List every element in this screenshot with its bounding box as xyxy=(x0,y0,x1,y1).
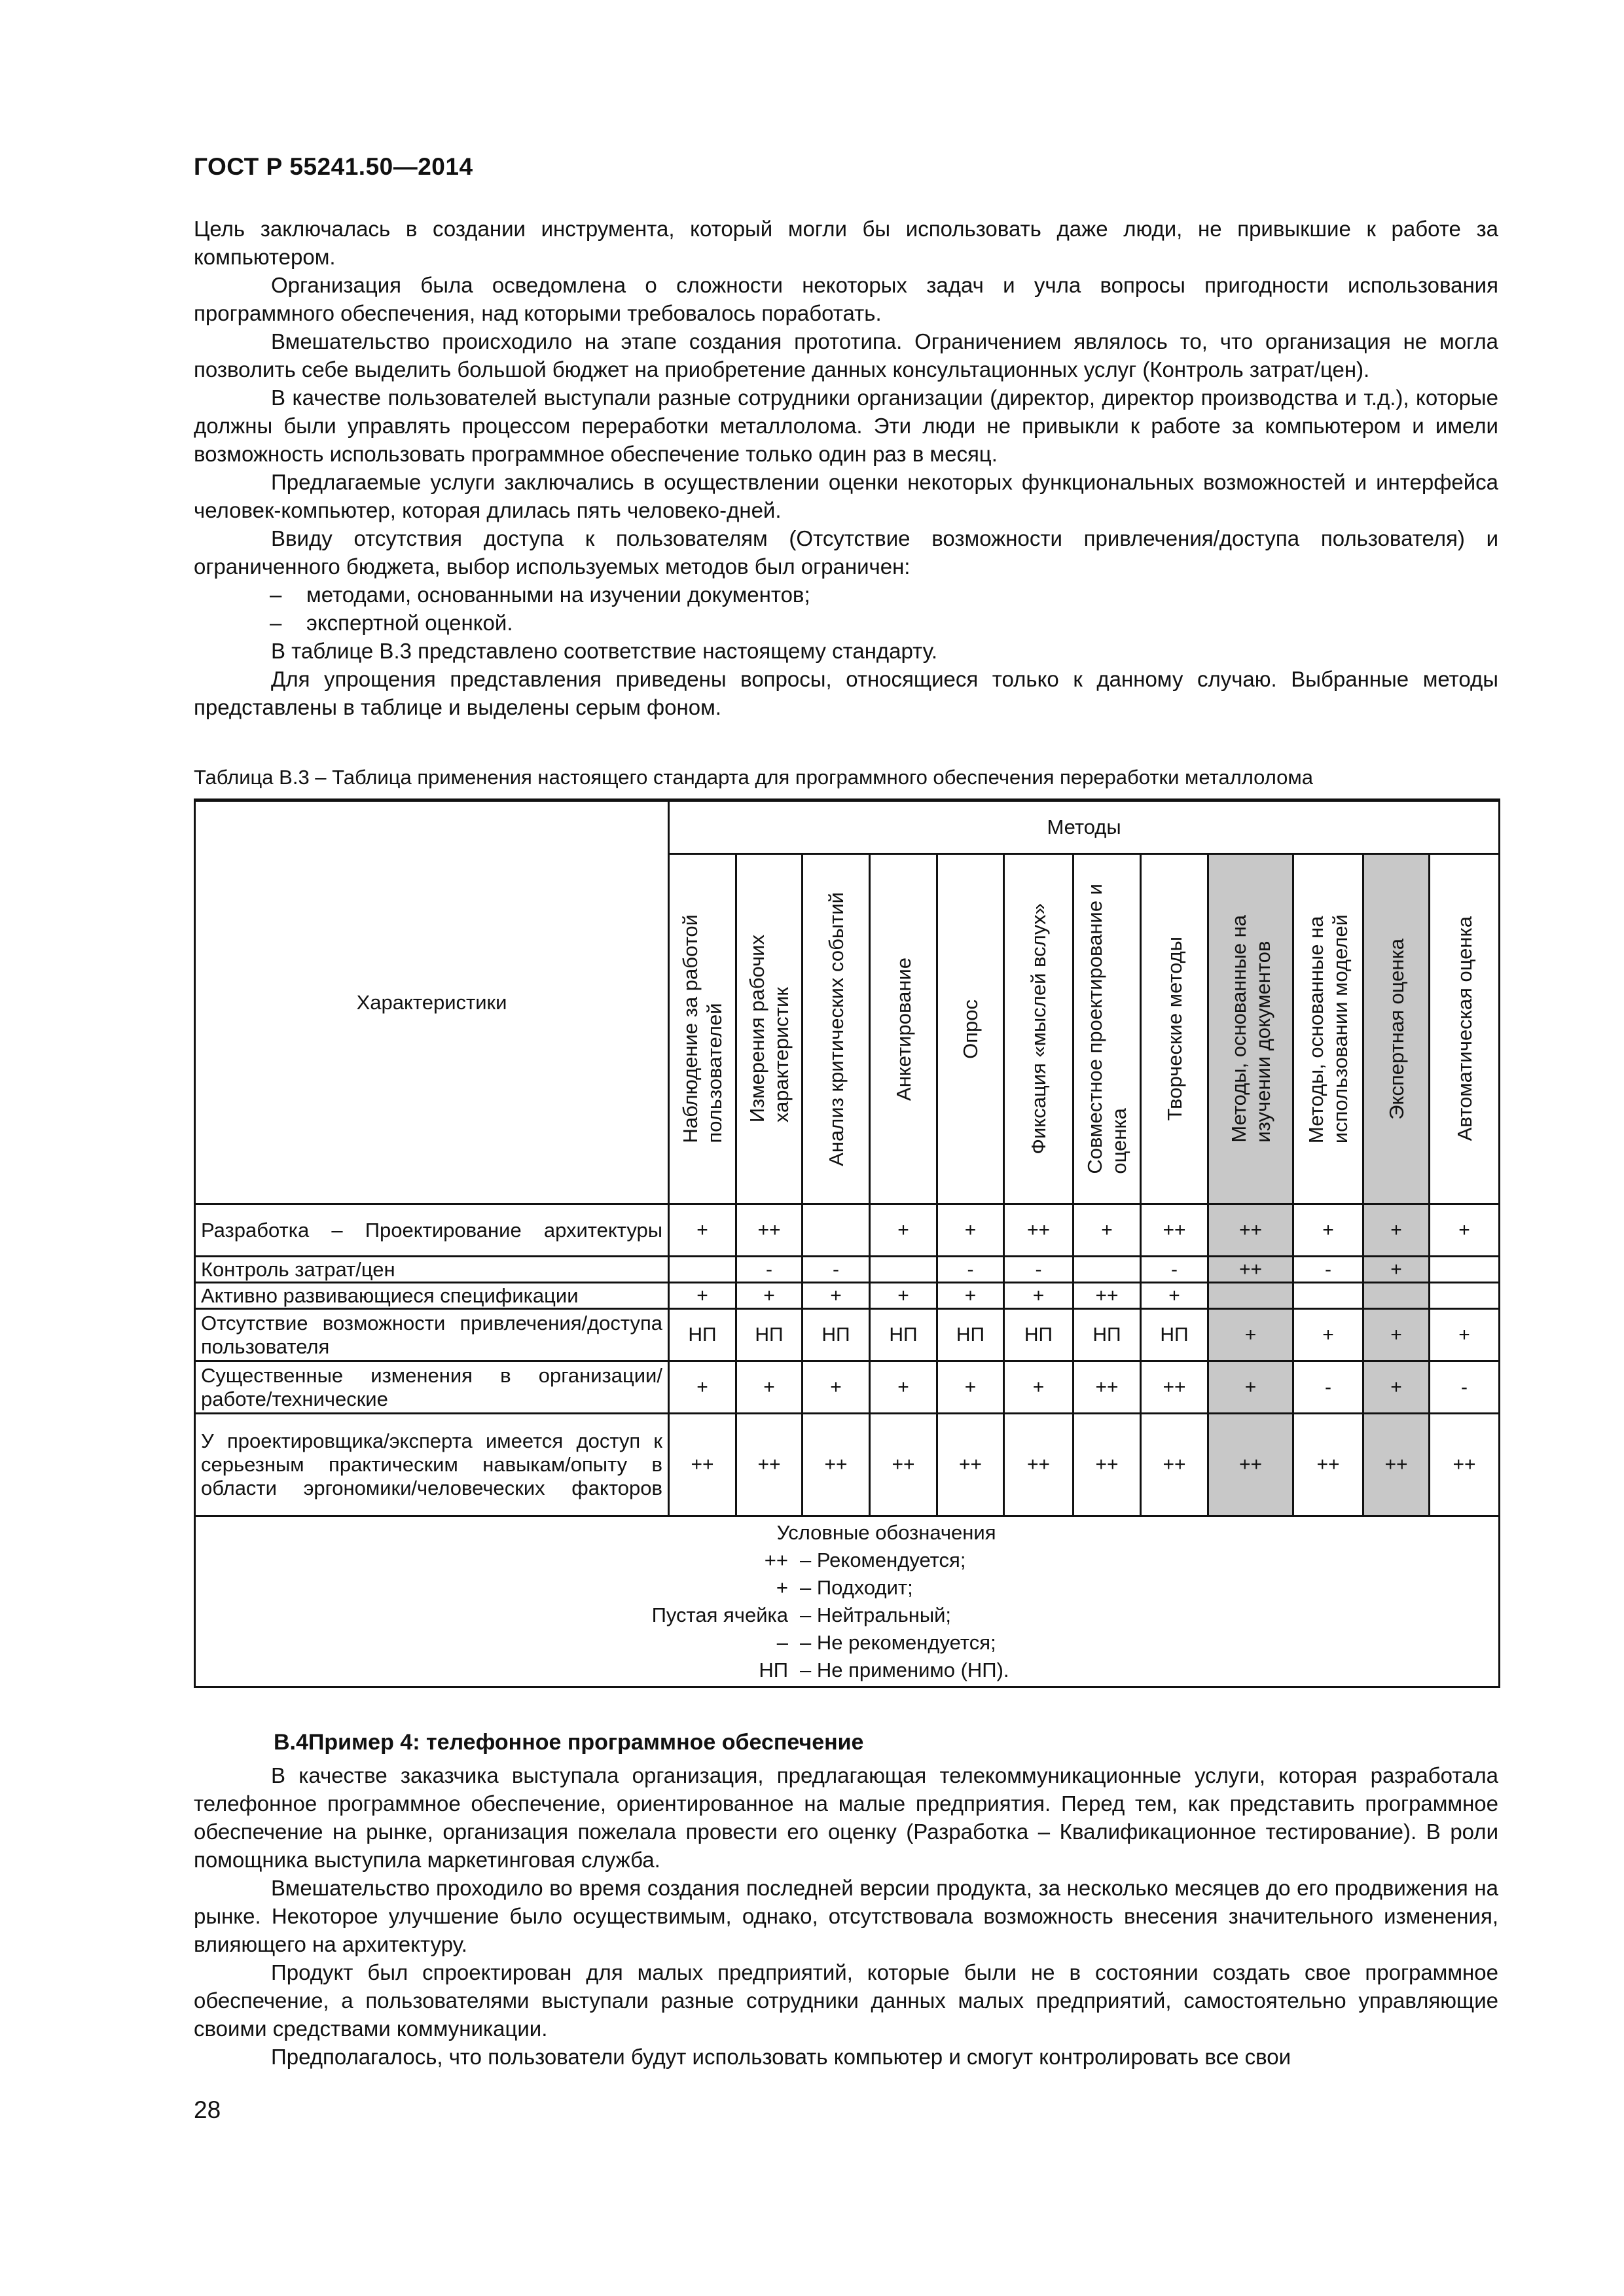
table-cell xyxy=(1293,1283,1363,1309)
legend-symbol: НП xyxy=(759,1659,788,1681)
table-cell: - xyxy=(1430,1361,1500,1414)
method-name: Анализ критических событий xyxy=(824,891,848,1166)
table-cell: + xyxy=(1363,1361,1430,1414)
document-header: ГОСТ Р 55241.50—2014 xyxy=(194,153,473,180)
row-label: Существенные изменения в организации/работе/технические xyxy=(195,1361,669,1414)
method-header-cell xyxy=(1141,854,1208,1204)
method-name: Автоматическая оценка xyxy=(1453,916,1476,1141)
legend-entry xyxy=(196,1629,1498,1657)
legend-meaning: – Нейтральный; xyxy=(800,1604,952,1626)
row-label: Активно развивающиеся спецификации xyxy=(195,1283,669,1309)
table-cell xyxy=(1430,1257,1500,1283)
table-row xyxy=(195,1361,1500,1414)
section-text xyxy=(194,1761,1498,2071)
table-cell: - xyxy=(736,1257,803,1283)
table-cell: + xyxy=(1363,1204,1430,1257)
legend-entry xyxy=(196,1602,1498,1629)
paragraph: Цель заключалась в создании инструмента, который могли бы использовать даже люди, не привыкшие к работе за компьютером. xyxy=(194,217,1498,269)
table-cell: ++ xyxy=(736,1204,803,1257)
table-row xyxy=(195,1257,1500,1283)
table-row xyxy=(195,1414,1500,1516)
paragraph: В качестве заказчика выступала организация, предлагающая телекоммуникационные услуги, которая разработала телефонное программное обеспечение, ориентированное на малые предприятия. Перед тем, как представить программное обеспечение на рынке, организация пожелала провести его оценку (Разработка – Квалификационное тестирование). В роли помощника выступила маркетинговая служба. xyxy=(194,1763,1498,1872)
table-cell: ++ xyxy=(1293,1414,1363,1516)
legend-symbol: + xyxy=(776,1576,788,1599)
table-cell: + xyxy=(736,1361,803,1414)
table-cell: ++ xyxy=(1074,1283,1141,1309)
table-cell: + xyxy=(1004,1283,1074,1309)
table-cell: НП xyxy=(1004,1309,1074,1361)
legend xyxy=(195,1516,1500,1687)
table-row xyxy=(195,1204,1500,1257)
legend-title: Условные обозначения xyxy=(776,1521,996,1544)
table-cell: + xyxy=(937,1361,1004,1414)
table-cell: + xyxy=(669,1283,736,1309)
legend-meaning: – Рекомендуется; xyxy=(800,1549,966,1571)
paragraph: Вмешательство происходило на этапе создания прототипа. Ограничением являлось то, что организация не могла позволить себе выделить большой бюджет на приобретение данных консультационных услуг (Контроль затрат/цен). xyxy=(194,329,1498,382)
table-cell: + xyxy=(1074,1204,1141,1257)
table-cell: + xyxy=(1141,1283,1208,1309)
table-cell: + xyxy=(1208,1361,1293,1414)
method-header-cell xyxy=(1363,854,1430,1204)
table-cell: ++ xyxy=(1208,1414,1293,1516)
table-cell: + xyxy=(669,1204,736,1257)
legend-entry xyxy=(196,1547,1498,1574)
method-name: Методы, основанные на изучении документов xyxy=(1227,915,1274,1143)
legend-entry xyxy=(196,1574,1498,1602)
table-cell xyxy=(870,1257,937,1283)
table-cell xyxy=(1208,1283,1293,1309)
legend-symbol: ++ xyxy=(764,1549,788,1571)
table-cell: ++ xyxy=(870,1414,937,1516)
paragraph: В качестве пользователей выступали разные сотрудники организации (директор, директор производства и т.д.), которые должны были управлять процессом переработки металлолома. Эти люди не привыкли к работе за компьютером и имели возможность использовать программное обеспечение только один раз в месяц. xyxy=(194,386,1498,466)
page-number: 28 xyxy=(194,2096,221,2123)
table-cell: ++ xyxy=(1141,1204,1208,1257)
table-cell: + xyxy=(1293,1309,1363,1361)
method-header-cell xyxy=(803,854,870,1204)
method-name: Совместное проектирование и оценка xyxy=(1083,884,1130,1174)
table-cell: + xyxy=(1293,1204,1363,1257)
table-cell: - xyxy=(1293,1361,1363,1414)
table-cell: ++ xyxy=(736,1414,803,1516)
paragraph: Для упрощения представления приведены вопросы, относящиеся только к данному случаю. Выбранные методы представлены в таблице и выделены серым фоном. xyxy=(194,667,1498,719)
table-cell: ++ xyxy=(1074,1414,1141,1516)
methods-table xyxy=(194,798,1500,1688)
section-title: В.4Пример 4: телефонное программное обеспечение xyxy=(274,1730,864,1755)
table-row xyxy=(195,1283,1500,1309)
legend-symbol: – xyxy=(776,1631,788,1654)
table-cell: + xyxy=(669,1361,736,1414)
table-cell: ++ xyxy=(1208,1257,1293,1283)
table-cell: + xyxy=(937,1283,1004,1309)
table-cell: ++ xyxy=(1430,1414,1500,1516)
table-cell: + xyxy=(870,1204,937,1257)
method-name: Творческие методы xyxy=(1163,937,1186,1121)
table-cell xyxy=(803,1204,870,1257)
table-cell: + xyxy=(1430,1204,1500,1257)
table-cell: ++ xyxy=(1004,1204,1074,1257)
method-header-cell xyxy=(1004,854,1074,1204)
table-cell: - xyxy=(1004,1257,1074,1283)
method-header-cell xyxy=(736,854,803,1204)
methods-header: Методы xyxy=(669,800,1500,854)
table-cell: ++ xyxy=(1141,1414,1208,1516)
method-header-cell xyxy=(669,854,736,1204)
table-cell: НП xyxy=(870,1309,937,1361)
legend-entry xyxy=(196,1657,1498,1684)
method-name: Анкетирование xyxy=(892,957,915,1101)
list-item: – экспертной оценкой. xyxy=(270,611,513,635)
characteristics-header: Характеристики xyxy=(195,800,669,1204)
intro-text xyxy=(194,215,1498,721)
method-header-cell xyxy=(937,854,1004,1204)
table-cell: - xyxy=(803,1257,870,1283)
method-header-cell xyxy=(1208,854,1293,1204)
method-header-cell xyxy=(1293,854,1363,1204)
paragraph: В таблице В.3 представлено соответствие настоящему стандарту. xyxy=(271,639,938,663)
table-cell: + xyxy=(1430,1309,1500,1361)
method-name: Экспертная оценка xyxy=(1384,938,1408,1120)
paragraph: Ввиду отсутствия доступа к пользователям (Отсутствие возможности привлечения/доступа пользователя) и ограниченного бюджета, выбор используемых методов был ограничен: xyxy=(194,526,1498,579)
paragraph: Продукт был спроектирован для малых предприятий, которые были не в состоянии создать свое программное обеспечение, а пользователями выступали разные сотрудники данных малых предприятий, самостоятельно управляющие своими средствами коммуникации. xyxy=(194,1960,1498,2041)
table-cell: + xyxy=(870,1283,937,1309)
table-cell: НП xyxy=(803,1309,870,1361)
table-row xyxy=(195,1309,1500,1361)
table-caption: Таблица В.3 – Таблица применения настоящего стандарта для программного обеспечения переработки металлолома xyxy=(194,766,1313,789)
table-cell: + xyxy=(1004,1361,1074,1414)
table-cell: + xyxy=(1363,1257,1430,1283)
table-cell: НП xyxy=(1074,1309,1141,1361)
method-header-cell xyxy=(870,854,937,1204)
table-cell xyxy=(1430,1283,1500,1309)
method-name: Методы, основанные на использовании моделей xyxy=(1305,914,1352,1144)
table-cell: ++ xyxy=(669,1414,736,1516)
table-cell: ++ xyxy=(1363,1414,1430,1516)
table-cell: ++ xyxy=(937,1414,1004,1516)
legend-meaning: – Не рекомендуется; xyxy=(800,1631,996,1654)
row-label: Разработка – Проектирование архитектуры xyxy=(195,1204,669,1257)
table-cell: НП xyxy=(736,1309,803,1361)
table-cell xyxy=(1074,1257,1141,1283)
row-label: Отсутствие возможности привлечения/доступа пользователя xyxy=(195,1309,669,1361)
table-cell xyxy=(669,1257,736,1283)
paragraph: Вмешательство проходило во время создания последней версии продукта, за несколько месяцев до его продвижения на рынке. Некоторое улучшение было осуществимым, однако, отсутствовала возможность внесения значительного изменения, влияющего на архитектуру. xyxy=(194,1876,1498,1956)
legend-meaning: – Подходит; xyxy=(800,1576,913,1599)
table-cell: - xyxy=(1141,1257,1208,1283)
table-cell: + xyxy=(1208,1309,1293,1361)
table-cell: ++ xyxy=(803,1414,870,1516)
table-cell: + xyxy=(937,1204,1004,1257)
table-cell: НП xyxy=(1141,1309,1208,1361)
table-cell: - xyxy=(1293,1257,1363,1283)
table-cell: НП xyxy=(669,1309,736,1361)
method-name: Измерения рабочих характеристик xyxy=(746,935,793,1123)
paragraph: Предполагалось, что пользователи будут использовать компьютер и смогут контролировать все свои xyxy=(271,2045,1291,2069)
table-cell: + xyxy=(803,1283,870,1309)
table-cell: ++ xyxy=(1074,1361,1141,1414)
row-label: Контроль затрат/цен xyxy=(195,1257,669,1283)
list-item: – методами, основанными на изучении документов; xyxy=(270,583,810,607)
table-cell: + xyxy=(803,1361,870,1414)
method-name: Опрос xyxy=(959,999,982,1059)
table-cell: - xyxy=(937,1257,1004,1283)
table-cell: ++ xyxy=(1208,1204,1293,1257)
table-cell: ++ xyxy=(1004,1414,1074,1516)
method-header-cell xyxy=(1074,854,1141,1204)
table-cell xyxy=(1363,1283,1430,1309)
paragraph: Предлагаемые услуги заключались в осуществлении оценки некоторых функциональных возможностей и интерфейса человек-компьютер, которая длилась пять человеко-дней. xyxy=(194,470,1498,522)
row-label: У проектировщика/эксперта имеется доступ к серьезным практическим навыкам/опыту в области эргономики/человеческих факторов xyxy=(195,1414,669,1516)
method-header-cell xyxy=(1430,854,1500,1204)
table-cell: + xyxy=(870,1361,937,1414)
legend-meaning: – Не применимо (НП). xyxy=(800,1659,1009,1681)
paragraph: Организация была осведомлена о сложности некоторых задач и учла вопросы пригодности использования программного обеспечения, над которыми требовалось поработать. xyxy=(194,273,1498,325)
method-name: Фиксация «мыслей вслух» xyxy=(1027,903,1050,1155)
method-name: Наблюдение за работой пользователей xyxy=(679,914,726,1143)
table-cell: + xyxy=(736,1283,803,1309)
table-cell: НП xyxy=(937,1309,1004,1361)
legend-symbol: Пустая ячейка xyxy=(651,1604,788,1626)
table-cell: ++ xyxy=(1141,1361,1208,1414)
table-cell: + xyxy=(1363,1309,1430,1361)
